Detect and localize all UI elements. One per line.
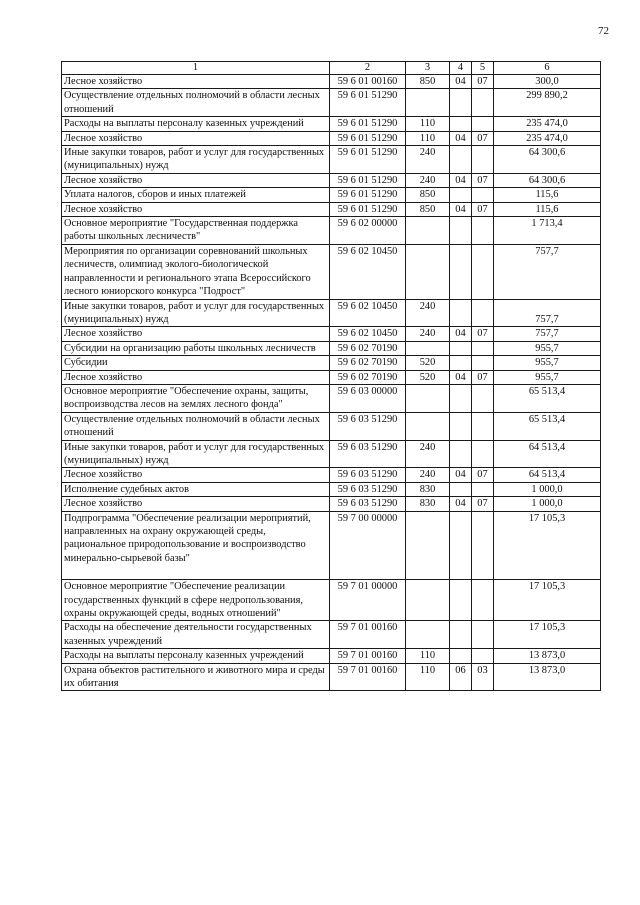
cell-name: Иные закупки товаров, работ и услуг для государственных (муниципальных) нужд	[62, 440, 330, 468]
cell-target-code: 59 6 01 51290	[330, 146, 406, 174]
budget-table	[61, 61, 601, 691]
cell-target-code: 59 6 02 00000	[330, 217, 406, 245]
cell-expense-type: 850	[406, 188, 450, 202]
cell-subsection	[472, 412, 494, 440]
cell-name: Лесное хозяйство	[62, 75, 330, 89]
cell-expense-type: 110	[406, 131, 450, 145]
cell-amount: 65 513,4	[494, 384, 601, 412]
cell-expense-type: 240	[406, 173, 450, 187]
table-row	[62, 580, 601, 621]
cell-target-code: 59 6 02 70190	[330, 356, 406, 370]
cell-target-code: 59 6 03 51290	[330, 497, 406, 511]
cell-target-code: 59 6 01 51290	[330, 117, 406, 131]
cell-amount: 13 873,0	[494, 663, 601, 691]
cell-expense-type	[406, 89, 450, 117]
cell-subsection	[472, 384, 494, 412]
cell-expense-type: 850	[406, 202, 450, 216]
cell-target-code: 59 6 02 70190	[330, 370, 406, 384]
cell-target-code: 59 6 02 10450	[330, 244, 406, 299]
cell-subsection	[472, 356, 494, 370]
cell-amount: 757,7	[494, 327, 601, 341]
table-row	[62, 341, 601, 355]
cell-name: Расходы на обеспечение деятельности государственных казенных учреждений	[62, 621, 330, 649]
cell-name: Лесное хозяйство	[62, 202, 330, 216]
cell-name: Расходы на выплаты персоналу казенных учреждений	[62, 649, 330, 663]
cell-amount: 955,7	[494, 356, 601, 370]
cell-expense-type: 830	[406, 497, 450, 511]
table-row	[62, 202, 601, 216]
table-row	[62, 482, 601, 496]
cell-amount: 1 713,4	[494, 217, 601, 245]
cell-section	[450, 341, 472, 355]
cell-section: 06	[450, 663, 472, 691]
table-row	[62, 468, 601, 482]
table-row	[62, 217, 601, 245]
cell-amount: 300,0	[494, 75, 601, 89]
cell-expense-type	[406, 244, 450, 299]
cell-section	[450, 89, 472, 117]
cell-name: Охрана объектов растительного и животного мира и среды их обитания	[62, 663, 330, 691]
cell-subsection	[472, 341, 494, 355]
cell-name: Лесное хозяйство	[62, 468, 330, 482]
cell-section: 04	[450, 202, 472, 216]
table-row	[62, 244, 601, 299]
table-row	[62, 663, 601, 691]
cell-amount: 17 105,3	[494, 511, 601, 580]
cell-section	[450, 356, 472, 370]
cell-section	[450, 621, 472, 649]
cell-section	[450, 580, 472, 621]
cell-amount: 64 300,6	[494, 173, 601, 187]
cell-name: Уплата налогов, сборов и иных платежей	[62, 188, 330, 202]
cell-section	[450, 244, 472, 299]
cell-amount: 17 105,3	[494, 580, 601, 621]
cell-section	[450, 188, 472, 202]
cell-name: Иные закупки товаров, работ и услуг для государственных (муниципальных) нужд	[62, 146, 330, 174]
column-header-1: 1	[62, 62, 330, 75]
cell-target-code: 59 6 03 51290	[330, 440, 406, 468]
table-row	[62, 117, 601, 131]
cell-section	[450, 482, 472, 496]
cell-subsection	[472, 217, 494, 245]
column-number-row	[62, 62, 601, 75]
cell-section	[450, 146, 472, 174]
cell-amount: 13 873,0	[494, 649, 601, 663]
cell-section	[450, 440, 472, 468]
table-body	[62, 75, 601, 691]
table-row	[62, 412, 601, 440]
table-row	[62, 511, 601, 580]
cell-target-code: 59 6 03 51290	[330, 468, 406, 482]
table-row	[62, 370, 601, 384]
cell-amount: 235 474,0	[494, 117, 601, 131]
table-row	[62, 356, 601, 370]
cell-expense-type: 830	[406, 482, 450, 496]
cell-amount: 64 300,6	[494, 146, 601, 174]
cell-amount: 64 513,4	[494, 440, 601, 468]
cell-section	[450, 649, 472, 663]
table-row	[62, 440, 601, 468]
cell-expense-type: 110	[406, 663, 450, 691]
cell-subsection: 07	[472, 202, 494, 216]
cell-section: 04	[450, 327, 472, 341]
cell-subsection	[472, 440, 494, 468]
cell-amount: 235 474,0	[494, 131, 601, 145]
cell-amount: 757,7	[494, 299, 601, 327]
cell-expense-type: 240	[406, 327, 450, 341]
cell-section	[450, 412, 472, 440]
cell-subsection: 03	[472, 663, 494, 691]
column-header-4: 4	[450, 62, 472, 75]
column-header-2: 2	[330, 62, 406, 75]
cell-expense-type	[406, 217, 450, 245]
cell-name: Иные закупки товаров, работ и услуг для государственных (муниципальных) нужд	[62, 299, 330, 327]
cell-target-code: 59 6 01 51290	[330, 89, 406, 117]
cell-target-code: 59 7 01 00160	[330, 649, 406, 663]
cell-subsection	[472, 580, 494, 621]
table-header	[62, 62, 601, 75]
table-row	[62, 75, 601, 89]
cell-expense-type	[406, 341, 450, 355]
cell-subsection	[472, 482, 494, 496]
cell-section: 04	[450, 370, 472, 384]
cell-subsection	[472, 89, 494, 117]
cell-expense-type	[406, 580, 450, 621]
cell-amount: 299 890,2	[494, 89, 601, 117]
cell-name: Основное мероприятие "Обеспечение охраны, защиты, воспроизводства лесов на землях лесного фонда"	[62, 384, 330, 412]
cell-name: Исполнение судебных актов	[62, 482, 330, 496]
table-row	[62, 649, 601, 663]
cell-subsection	[472, 188, 494, 202]
cell-section: 04	[450, 173, 472, 187]
cell-expense-type: 520	[406, 370, 450, 384]
cell-expense-type: 240	[406, 468, 450, 482]
table-row	[62, 327, 601, 341]
table-row	[62, 299, 601, 327]
table-row	[62, 89, 601, 117]
cell-subsection: 07	[472, 75, 494, 89]
cell-name: Лесное хозяйство	[62, 327, 330, 341]
cell-name: Мероприятия по организации соревнований школьных лесничеств, олимпиад эколого-биологической направленности и регионального этапа Всероссийского лесного юниорского конкурса "Подрост"	[62, 244, 330, 299]
cell-target-code: 59 6 03 51290	[330, 412, 406, 440]
cell-subsection: 07	[472, 131, 494, 145]
cell-target-code: 59 7 00 00000	[330, 511, 406, 580]
cell-amount: 65 513,4	[494, 412, 601, 440]
cell-target-code: 59 7 01 00160	[330, 621, 406, 649]
cell-amount: 115,6	[494, 202, 601, 216]
column-header-3: 3	[406, 62, 450, 75]
cell-name: Основное мероприятие "Обеспечение реализации государственных функций в сфере недропользования, охраны окружающей среды, водных отношений"	[62, 580, 330, 621]
cell-name: Подпрограмма "Обеспечение реализации мероприятий, направленных на охрану окружающей среды, рациональное природопользование и воспроизводство минерально-сырьевой базы"	[62, 511, 330, 580]
cell-expense-type: 520	[406, 356, 450, 370]
cell-amount: 757,7	[494, 244, 601, 299]
cell-section: 04	[450, 75, 472, 89]
cell-expense-type: 110	[406, 649, 450, 663]
cell-target-code: 59 6 01 51290	[330, 202, 406, 216]
cell-name: Субсидии на организацию работы школьных лесничеств	[62, 341, 330, 355]
cell-section	[450, 299, 472, 327]
cell-target-code: 59 6 01 51290	[330, 173, 406, 187]
page-number: 72	[598, 25, 609, 37]
cell-subsection	[472, 117, 494, 131]
table-row	[62, 384, 601, 412]
cell-name: Расходы на выплаты персоналу казенных учреждений	[62, 117, 330, 131]
cell-target-code: 59 7 01 00000	[330, 580, 406, 621]
cell-target-code: 59 6 03 00000	[330, 384, 406, 412]
cell-subsection: 07	[472, 497, 494, 511]
cell-target-code: 59 6 01 51290	[330, 131, 406, 145]
cell-amount: 1 000,0	[494, 497, 601, 511]
table-row	[62, 621, 601, 649]
cell-section	[450, 511, 472, 580]
cell-expense-type: 240	[406, 146, 450, 174]
cell-subsection	[472, 244, 494, 299]
cell-section	[450, 117, 472, 131]
cell-amount: 115,6	[494, 188, 601, 202]
cell-target-code: 59 7 01 00160	[330, 663, 406, 691]
cell-target-code: 59 6 02 70190	[330, 341, 406, 355]
cell-expense-type	[406, 621, 450, 649]
cell-section: 04	[450, 131, 472, 145]
column-header-6: 6	[494, 62, 601, 75]
cell-amount: 64 513,4	[494, 468, 601, 482]
cell-target-code: 59 6 02 10450	[330, 327, 406, 341]
cell-name: Лесное хозяйство	[62, 497, 330, 511]
cell-amount: 955,7	[494, 341, 601, 355]
cell-expense-type: 850	[406, 75, 450, 89]
cell-expense-type	[406, 511, 450, 580]
cell-name: Лесное хозяйство	[62, 370, 330, 384]
cell-subsection: 07	[472, 468, 494, 482]
cell-name: Основное мероприятие "Государственная поддержка работы школьных лесничеств"	[62, 217, 330, 245]
cell-name: Лесное хозяйство	[62, 173, 330, 187]
column-header-5: 5	[472, 62, 494, 75]
cell-subsection: 07	[472, 327, 494, 341]
cell-section	[450, 217, 472, 245]
cell-amount: 955,7	[494, 370, 601, 384]
cell-section: 04	[450, 468, 472, 482]
cell-subsection	[472, 649, 494, 663]
cell-expense-type: 240	[406, 440, 450, 468]
cell-name: Лесное хозяйство	[62, 131, 330, 145]
cell-target-code: 59 6 01 00160	[330, 75, 406, 89]
cell-expense-type	[406, 412, 450, 440]
cell-section	[450, 384, 472, 412]
cell-expense-type	[406, 384, 450, 412]
cell-amount: 1 000,0	[494, 482, 601, 496]
cell-target-code: 59 6 01 51290	[330, 188, 406, 202]
table-row	[62, 131, 601, 145]
table-row	[62, 497, 601, 511]
cell-target-code: 59 6 02 10450	[330, 299, 406, 327]
cell-name: Осуществление отдельных полномочий в области лесных отношений	[62, 89, 330, 117]
cell-subsection: 07	[472, 173, 494, 187]
cell-subsection	[472, 621, 494, 649]
cell-section: 04	[450, 497, 472, 511]
cell-subsection: 07	[472, 370, 494, 384]
cell-amount: 17 105,3	[494, 621, 601, 649]
cell-subsection	[472, 146, 494, 174]
cell-subsection	[472, 299, 494, 327]
table-row	[62, 146, 601, 174]
cell-name: Осуществление отдельных полномочий в области лесных отношений	[62, 412, 330, 440]
cell-name: Субсидии	[62, 356, 330, 370]
cell-subsection	[472, 511, 494, 580]
cell-target-code: 59 6 03 51290	[330, 482, 406, 496]
cell-expense-type: 240	[406, 299, 450, 327]
table-row	[62, 188, 601, 202]
cell-expense-type: 110	[406, 117, 450, 131]
table-row	[62, 173, 601, 187]
